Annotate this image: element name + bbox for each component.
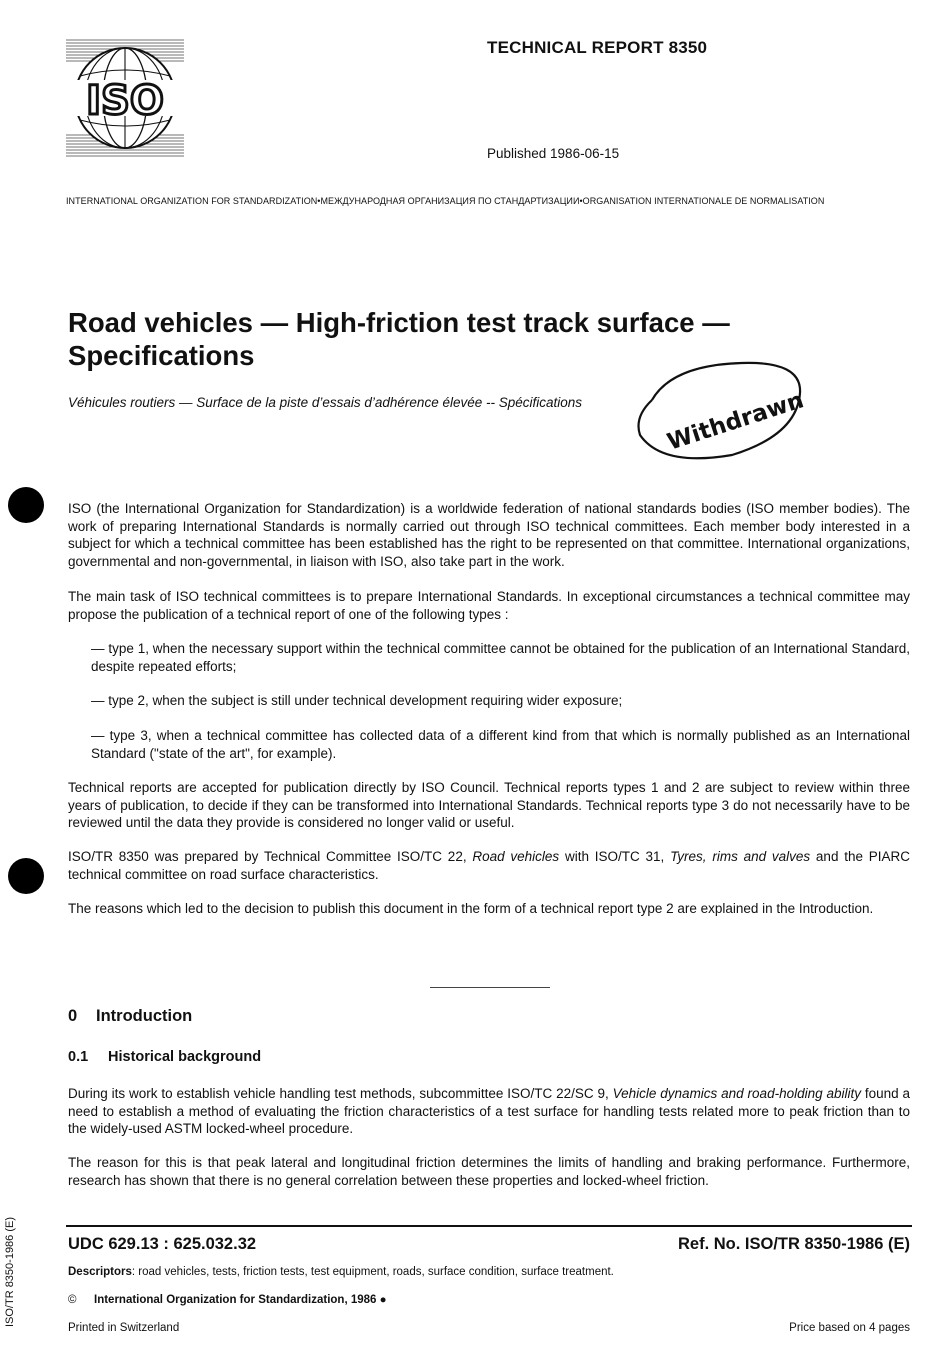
- footer-rule: [66, 1225, 912, 1227]
- intro-p1-italic: Vehicle dynamics and road-holding ability: [612, 1086, 861, 1101]
- side-document-code: [0, 1210, 20, 1335]
- report-title: TECHNICAL REPORT 8350: [487, 38, 708, 57]
- section-title: Introduction: [96, 1007, 193, 1025]
- foreword-paragraph-1: ISO (the International Organization for Standardization) is a worldwide federation of national standards bodies (ISO member bodies). The work of preparing International Standards is normally carried out through ISO technical committees. Each member body interested in a subject for which a technical committee has been established has the right to be represented on that committee. International organizations, governmental and non-governmental, in liaison with ISO, also take part in the work.: [68, 501, 910, 569]
- binding-hole-top: [8, 487, 44, 523]
- introduction-heading: [68, 1007, 192, 1026]
- copyright-text: International Organization for Standardization, 1986 ●: [94, 1294, 387, 1306]
- side-document-code-text: ISO/TR 8350-1986 (E): [4, 1216, 16, 1328]
- iso-globe-icon: [66, 36, 184, 160]
- section-number: 0: [68, 1007, 78, 1025]
- printed-in: Printed in Switzerland: [68, 1322, 180, 1334]
- iso-logo: [66, 36, 184, 160]
- price-info: Price based on 4 pages: [789, 1322, 910, 1334]
- p4-part-e: and the PIARC technical committee on road surface characteristics.: [68, 849, 911, 882]
- type-2-text: — type 2, when the subject is still under technical development requiring wider exposure;: [91, 693, 623, 708]
- document-title: [68, 306, 730, 372]
- title-line-1: Road vehicles — High-friction test track surface —: [68, 307, 730, 338]
- published-date: Published 1986-06-15: [487, 146, 620, 161]
- foreword-paragraph-5: The reasons which led to the decision to publish this document in the form of a technical report type 2 are explained in the Introduction.: [68, 901, 874, 916]
- copyright-symbol: ©: [68, 1294, 77, 1306]
- binding-hole-bottom: [8, 858, 44, 894]
- list-item-type-2: [91, 692, 910, 710]
- p4-road-vehicles: Road vehicles: [472, 849, 560, 864]
- type-3-text: — type 3, when a technical committee has collected data of a different kind from that which is normally published as an International Standard ("state of the art", for example).: [91, 728, 910, 761]
- foreword-paragraph-3: Technical reports are accepted for publication directly by ISO Council. Technical reports types 1 and 2 are subject to review within three years of publication, to decide if they can be transformed into International Standards. Technical reports type 3 do not necessarily have to be reviewed until the data they provide is considered no longer valid or useful.: [68, 780, 910, 830]
- subsection-number: 0.1: [68, 1049, 89, 1065]
- organization-line: INTERNATIONAL ORGANIZATION FOR STANDARDIZATION•МЕЖДУНАРОДНАЯ ОРГАНИЗАЦИЯ ПО СТАНДАРТИЗАЦИИ•ORGANISATION INTERNATIONALE DE NORMALISATION: [66, 196, 825, 206]
- intro-p1-a: During its work to establish vehicle handling test methods, subcommittee ISO/TC 22/SC 9,: [68, 1086, 613, 1101]
- descriptors-line: [68, 1266, 614, 1278]
- type-1-text: — type 1, when the necessary support within the technical committee cannot be obtained for the publication of an International Standard, despite repeated efforts;: [91, 641, 910, 674]
- withdrawn-handwriting: Withdrawn: [664, 387, 807, 456]
- section-divider: [430, 987, 550, 988]
- p4-part-c: with ISO/TC 31,: [559, 849, 671, 864]
- copyright-line: [68, 1294, 387, 1306]
- foreword-paragraph-4: [68, 848, 910, 883]
- subsection-title: Historical background: [108, 1049, 262, 1065]
- descriptors-label: Descriptors: [68, 1266, 132, 1278]
- title-line-2: Specifications: [68, 340, 255, 371]
- list-item-type-1: [91, 640, 910, 675]
- udc-number: UDC 629.13 : 625.032.32: [68, 1235, 257, 1253]
- historical-background-heading: [68, 1049, 261, 1065]
- french-subtitle: Véhicules routiers — Surface de la piste d’essais d’adhérence élevée -- Spécifications: [68, 395, 583, 410]
- intro-paragraph-2: The reason for this is that peak lateral and longitudinal friction determines the limits of handling and braking performance. Furthermore, research has shown that there is no general correlation between these properties and locked-wheel friction.: [68, 1155, 910, 1188]
- svg-text:ISO: ISO: [86, 78, 164, 124]
- withdrawn-stamp: [632, 355, 807, 467]
- descriptors-values: : road vehicles, tests, friction tests, test equipment, roads, surface condition, surface treatment.: [131, 1266, 614, 1278]
- reference-number: Ref. No. ISO/TR 8350-1986 (E): [678, 1235, 910, 1253]
- list-item-type-3: [91, 727, 910, 762]
- p4-part-a: ISO/TR 8350 was prepared by Technical Committee ISO/TC 22,: [68, 849, 473, 864]
- p4-tyres-rims-valves: Tyres, rims and valves: [670, 849, 811, 864]
- intro-paragraph-1: [68, 1085, 910, 1138]
- intro-p1-c: found a need to establish a method of evaluating the friction characteristics of a test surface for handling tests related more to peak friction than to the widely-used ASTM locked-wheel procedure.: [68, 1086, 910, 1136]
- foreword-paragraph-2: The main task of ISO technical committees is to prepare International Standards. In exceptional circumstances a technical committee may propose the publication of a technical report of one of the following types :: [68, 589, 910, 622]
